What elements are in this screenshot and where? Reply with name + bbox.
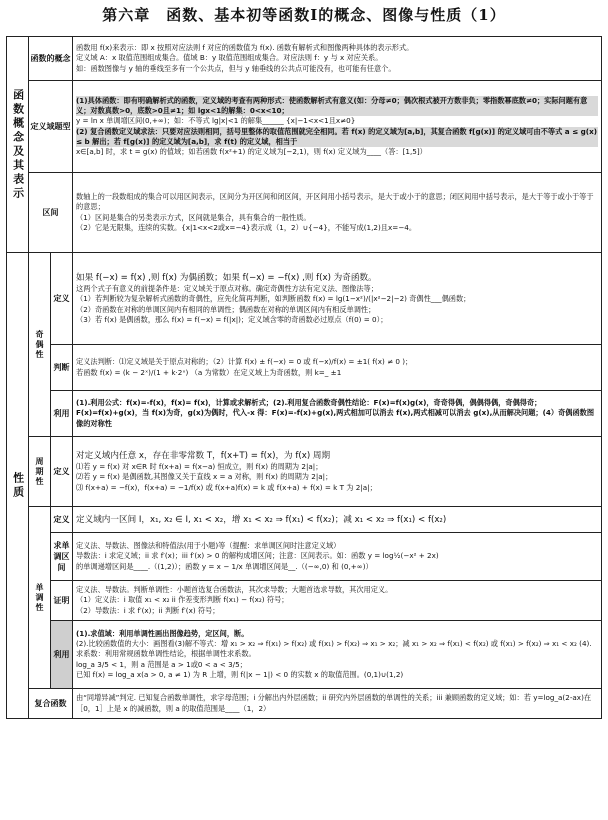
judge-line: 若函数 f(x) = (k − 2ˣ)/(1 + k·2ˣ) （a 为常数）在定义域上为奇函数，则 k=_ ±1 bbox=[76, 367, 342, 377]
row-domain-types bbox=[7, 81, 602, 173]
monotonic-use-line: (1).求值域：利用单调性画出图像趋势，定区间，断。 bbox=[76, 628, 249, 638]
proof-line: （2）导数法：i 求 f′(x)；ii 判断 f′(x) 符号； bbox=[76, 605, 220, 615]
parity-line: （2）奇函数在对称的单调区间内有相同的单调性；偶函数在对称的单调区间内有相反单调性； bbox=[76, 304, 376, 314]
label-composite: 复合函数 bbox=[29, 689, 73, 719]
parity-use-line: (1).利用公式：f(x)=-f(x)，f(x)= f(x)，计算或求解析式；(2).利用复合函数奇偶性结论：F(x)=f(x)g(x)，奇奇得偶，偶偶得偶，奇偶得奇；F(x)=f(x)+g(x)，当 f(x)为奇，g(x)为偶时，代入-x 得：F(x)=-f(x)+g(x),两式相加可以消去 f(x),两式相减可以消去 g(x),从而解决问题；(4）奇偶函数图像的对称性 bbox=[76, 398, 595, 428]
label-parity-judge: 判断 bbox=[51, 345, 73, 391]
content-monotonic-proof bbox=[73, 581, 602, 621]
label-monotonic-definition: 定义 bbox=[51, 507, 73, 533]
parity-line: （3）若 f(x) 是偶函数，那么 f(x) = f(−x) = f(|x|)；定义域含零的奇函数必过原点（f(0) = 0）； bbox=[76, 314, 388, 324]
category-properties: 性质 bbox=[7, 253, 29, 719]
monotonic-use-line: log_a 3/5 < 1，则 a 范围是 a > 1或0 < a < 3/5； bbox=[76, 659, 247, 669]
content-interval bbox=[73, 173, 602, 253]
content-parity-definition bbox=[73, 253, 602, 345]
monotonic-use-line: (2).比较函数值的大小：画图看(3)解不等式：增 x₁ > x₂ ⇒ f(x₁) > f(x₂) 或 f(x₁) > f(x₂) ⇒ x₁ > x₂；减 x₁ > x₂ ⇒ f(x₁) < f(x₂) 或 f(x₁) > f(x₂) ⇒ x₁ < x₂ (4).求系数：利用常规函数单调性结论，根据单调性求系数。 bbox=[76, 639, 592, 659]
parity-line: （1）若判断较为复杂解析式函数的奇偶性，应先化简再判断，如判断函数 f(x) = lg(1−x²)/(|x²−2|−2) 奇偶性___偶函数； bbox=[76, 294, 471, 304]
find-line: 的单调递增区间是____.（(1,2)）；函数 y = x − 1/x 单调增区间是__.（(−∞,0) 和 (0,+∞)） bbox=[76, 561, 373, 571]
row-monotonic-use bbox=[7, 621, 602, 689]
content-function-concept bbox=[73, 37, 602, 81]
row-monotonic-definition bbox=[7, 507, 602, 533]
content-composite bbox=[73, 689, 602, 719]
label-period: 周期性 bbox=[29, 437, 51, 507]
domain-line: x∈[a,b] 时，求 t = g(x) 的值域；如若函数 f(x²+1) 的定义域为[−2,1)，则 f(x) 定义域为____（答：[1,5]） bbox=[76, 146, 427, 156]
domain-line: y = ln x 单调增区间(0,+∞)；如：不等式 lg|x|<1 的解集______ {x|−1<x<1且x≠0} bbox=[76, 116, 356, 126]
proof-line: 定义法、导数法。判断单调性：小题首选复合函数法，其次求导数；大题首选求导数，其次用定义。 bbox=[76, 585, 393, 595]
parity-line: 这两个式子有意义的前提条件是：定义域关于原点对称。确定奇偶性方法有定义法、图像法等； bbox=[76, 284, 378, 294]
row-monotonic-find bbox=[7, 533, 602, 581]
label-monotonic-proof: 证明 bbox=[51, 581, 73, 621]
category-function-concept: 函数概念及其表示 bbox=[7, 37, 29, 253]
concept-line: 函数用 f(x)来表示：即 x 按照对应法则 f 对应的函数值为 f(x). 函数有解析式和图像两种具体的表示形式。 bbox=[76, 43, 414, 53]
interval-line: （1）区间是集合的另类表示方式，区间就是集合，具有集合的一般性质。 bbox=[76, 212, 311, 222]
label-parity-definition: 定义 bbox=[51, 253, 73, 345]
concept-line: 定义域 A：x 取值范围组成集合。值域 B：y 取值范围组成集合。对应法则 f：y 与 x 对应关系。 bbox=[76, 53, 383, 63]
content-monotonic-find bbox=[73, 533, 602, 581]
row-function-concept bbox=[7, 37, 602, 81]
label-domain-types: 定义域题型 bbox=[29, 81, 73, 173]
page-title: 第六章 函数、基本初等函数Ⅰ的概念、图像与性质（1） bbox=[102, 6, 506, 24]
concept-line: 如：函数图像与 y 轴的垂线至多有一个公共点，但与 y 轴垂线的公共点可能没有，也可能有任意个。 bbox=[76, 63, 396, 73]
domain-line: (1)具体函数：即有明确解析式的函数，定义域的考查有两种形式：使函数解析式有意义(如：分母≠0；偶次根式被开方数非负；零指数幂底数≠0；实际问题有意义；对数真数>0，底数>0且≠1；如 lgx<1的解集：0<x<10； bbox=[76, 96, 598, 116]
content-period bbox=[73, 437, 602, 507]
composite-line: 由“同增异减”判定. 已知复合函数单调性，求字母范围；i 分解出内外层函数；ii 研究内外层函数的单调性的关系；iii 兼顾函数的定义域；如：若 y=log_a(2-ax)在［0，1］上是 x 的减函数，则 a 的取值范围是____（1，2） bbox=[76, 693, 592, 713]
interval-line: （2）它是无限集，连续的实数。{x|1<x<2或x=−4}表示成（1，2）∪{−4}，不能写成(1,2)且x=−4。 bbox=[76, 222, 417, 232]
period-line: ⑵若 y = f(x) 是偶函数,其图像又关于直线 x = a 对称，则 f(x) 的周期为 2|a|； bbox=[76, 472, 333, 482]
content-parity-use bbox=[73, 391, 602, 437]
monotonic-definition-line: 定义域内一区间 I，x₁, x₂ ∈ I, x₁ < x₂，增 x₁ < x₂ ⇒ f(x₁) < f(x₂)；减 x₁ < x₂ ⇒ f(x₁) < f(x₂) bbox=[76, 514, 447, 525]
label-interval: 区间 bbox=[29, 173, 73, 253]
row-monotonic-proof bbox=[7, 581, 602, 621]
row-parity-definition bbox=[7, 253, 602, 345]
content-domain-types bbox=[73, 81, 602, 173]
find-line: 定义法、导数法、图像法和特值法(用于小题)等（提醒：求单调区间时注意定义域） bbox=[76, 541, 341, 551]
parity-line: 如果 f(−x) = f(x) ,则 f(x) 为偶函数；如果 f(−x) = −f(x) ,则 f(x) 为奇函数。 bbox=[76, 273, 377, 284]
label-monotonic-use: 利用 bbox=[51, 621, 73, 689]
label-function-concept: 函数的概念 bbox=[29, 37, 73, 81]
find-line: 导数法：i 求定义域；ii 求 f′(x)；iii f′(x) > 0 的解构成增区间；注意：区间表示。如：函数 y = log½(−x² + 2x) bbox=[76, 551, 439, 561]
period-line: 对定义域内任意 x，存在非零常数 T，f(x+T) = f(x)，为 f(x) 周期 bbox=[76, 451, 331, 462]
judge-line: 定义法判断：⑴定义域是关于原点对称的；（2）计算 f(x) ± f(−x) = 0 或 f(−x)/f(x) = ±1( f(x) ≠ 0 )； bbox=[76, 357, 413, 367]
period-line: ⑴若 y = f(x) 对 x∈R 时 f(x+a) = f(x−a) 恒成立，则 f(x) 的周期为 2|a|； bbox=[76, 462, 323, 472]
label-monotonic-find: 求单调区间 bbox=[51, 533, 73, 581]
proof-line: （1）定义法：i 取值 x₁ < x₂ ii 作差变形判断 f(x₁) − f(x₂) 符号； bbox=[76, 595, 289, 605]
period-line: ⑶ f(x+a) = −f(x)，f(x+a) = −1/f(x) 或 f(x+a)f(x) = k 或 f(x+a) + f(x) = k T 为 2|a|； bbox=[76, 482, 377, 492]
content-parity-judge bbox=[73, 345, 602, 391]
interval-line: 数轴上的一段数组成的集合可以用区间表示，区间分为开区间和闭区间，开区间用小括号表示，是大于或小于的意思；闭区间用中括号表示，是大于等于或小于等于的意思； bbox=[76, 192, 594, 212]
label-parity-use: 利用 bbox=[51, 391, 73, 437]
row-parity-use bbox=[7, 391, 602, 437]
label-parity: 奇偶性 bbox=[29, 253, 51, 437]
knowledge-table bbox=[6, 36, 602, 719]
label-period-definition: 定义 bbox=[51, 437, 73, 507]
row-period bbox=[7, 437, 602, 507]
content-monotonic-use bbox=[73, 621, 602, 689]
row-parity-judge bbox=[7, 345, 602, 391]
domain-line: (2) 复合函数定义域求法：只要对应法则相同，括号里整体的取值范围就完全相同。若 f(x) 的定义域为[a,b]，其复合函数 f[g(x)] 的定义域可由不等式 a ≤ g(x) ≤ b 解出；若 f[g(x)] 的定义域为[a,b]，求 f(t) 的定义域，相当于 bbox=[76, 126, 597, 146]
monotonic-use-line: 已知 f(x) = log_a x(a > 0, a ≠ 1) 为 R 上增，则 f(|x − 1|) < 0 的实数 x 的取值范围。(0,1)∪(1,2) bbox=[76, 669, 404, 679]
label-monotonic: 单调性 bbox=[29, 507, 51, 689]
row-interval bbox=[7, 173, 602, 253]
row-composite bbox=[7, 689, 602, 719]
content-monotonic-definition bbox=[73, 507, 602, 533]
